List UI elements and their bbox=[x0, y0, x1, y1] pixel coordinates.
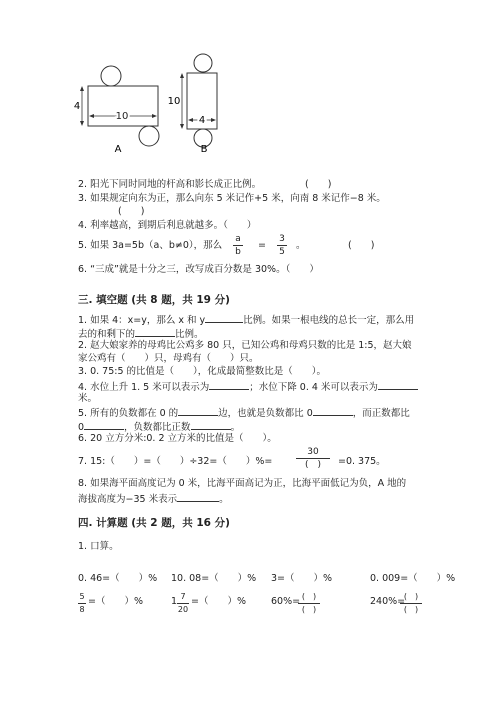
fill-q1-line2: 去的和剩下的 比例。 bbox=[78, 329, 204, 340]
calc-row1-item: 10. 08=（ ）% bbox=[171, 573, 257, 584]
fill-q7-end: =0. 375。 bbox=[338, 456, 386, 467]
fill-q5-line1: 5. 所有的负数都在 0 的 边，也就是负数都比 0 ，而正数都比 bbox=[78, 408, 410, 419]
a-height-label: 4 bbox=[73, 101, 81, 112]
judge-q5-start: 5. 如果 3a=5b（a、b≠0），那么 bbox=[78, 240, 223, 251]
calc-row1-item: 3=（ ）% bbox=[271, 573, 333, 584]
fill-q7-start: 7. 15:（ ）=（ ）÷32=（ ）%= bbox=[78, 456, 273, 467]
frac2-numerator: 3 bbox=[279, 234, 285, 244]
circle-b-top bbox=[194, 54, 212, 72]
fill-q5-line2: 0 ，负数都比正数 。 bbox=[78, 422, 241, 433]
calc-r2-item1: =（ ）% bbox=[88, 596, 143, 607]
frac1-numerator: a bbox=[235, 234, 241, 244]
fill-blank[interactable] bbox=[313, 406, 353, 416]
calc-r2-frac4[interactable]: ( ) ( ) bbox=[400, 592, 422, 615]
fill-blank[interactable] bbox=[135, 327, 175, 337]
judge-q5-frac1 bbox=[233, 234, 243, 257]
calc-r2-frac2: 7 20 bbox=[177, 592, 189, 614]
q7-denominator[interactable]: ( ) bbox=[304, 460, 322, 470]
calc-r2-whole: 1 bbox=[171, 596, 178, 607]
judge-q5-dot: 。 bbox=[296, 240, 306, 251]
figure-a-label: A bbox=[114, 144, 122, 155]
calc-r2-frac1: 5 8 bbox=[79, 592, 85, 614]
judge-q3: 3. 如果规定向东为正，那么向东 5 米记作+5 米，向南 8 米记作−8 米。 bbox=[78, 193, 386, 204]
judge-q3-paren: ( ) bbox=[118, 206, 145, 217]
judge-q2: 2. 阳光下同时同地的杆高和影长成正比例。 bbox=[78, 179, 262, 190]
fill-blank[interactable] bbox=[378, 380, 418, 390]
fill-blank[interactable] bbox=[209, 380, 249, 390]
calc-r2-item4: 240%= bbox=[370, 596, 406, 607]
section3-title: 三. 填空题 (共 8 题，共 19 分) bbox=[78, 294, 230, 306]
fill-q2-line2: 家公鸡有（ ）只，母鸡有（ ）只。 bbox=[78, 353, 259, 364]
fill-q7-frac bbox=[296, 447, 330, 470]
frac2-denominator: 5 bbox=[279, 247, 285, 257]
fill-q1-line1: 1. 如果 4：x=y，那么 x 和 y 比例。如果一根电线的总长一定，那么用 bbox=[78, 315, 415, 326]
section4-title: 四. 计算题 (共 2 题，共 16 分) bbox=[78, 517, 230, 529]
b-height-label: 10 bbox=[167, 96, 181, 107]
frac1-denominator: b bbox=[235, 247, 241, 257]
circle-a-bottom bbox=[139, 126, 159, 146]
fill-q8-line2: 海拔高度为−35 米表示 。 bbox=[78, 494, 229, 505]
fill-q2-line1: 2. 赵大娘家养的母鸡比公鸡多 80 只，已知公鸡和母鸡只数的比是 1:5，赵大娘 bbox=[78, 340, 412, 351]
circle-a-top bbox=[101, 66, 121, 86]
judge-q4: 4. 利率越高，到期后利息就越多。（ ） bbox=[78, 220, 257, 231]
fill-blank[interactable] bbox=[191, 420, 231, 430]
fill-blank[interactable] bbox=[178, 406, 218, 416]
judge-q5-eq: = bbox=[258, 240, 266, 251]
q7-numerator: 30 bbox=[307, 447, 319, 457]
fill-blank[interactable] bbox=[84, 420, 124, 430]
a-width-label: 10 bbox=[115, 111, 129, 122]
calc-q1: 1. 口算。 bbox=[78, 541, 119, 552]
judge-q5-paren: ( ) bbox=[348, 240, 375, 251]
fill-blank[interactable] bbox=[205, 313, 243, 323]
calc-r2-item2: =（ ）% bbox=[191, 596, 246, 607]
fill-q4-line1: 4. 水位上升 1. 5 米可以表示为 ；水位下降 0. 4 米可以表示为 bbox=[78, 380, 418, 394]
calc-r2-item3: 60%= bbox=[271, 596, 301, 607]
fill-q4-line2: 米。 bbox=[78, 393, 98, 404]
fill-q3: 3. 0. 75:5 的比值是（ ），化成最简整数比是（ ）。 bbox=[78, 366, 327, 377]
judge-q2-paren: ( ) bbox=[305, 179, 332, 190]
geometry-figure bbox=[0, 0, 500, 160]
fill-q8-line1: 8. 如果海平面高度记为 0 米，比海平面高记为正，比海平面低记为负，A 地的 bbox=[78, 478, 407, 489]
calc-row1-item: 0. 009=（ ）% bbox=[370, 573, 456, 584]
fill-q6: 6. 20 立方分米:0. 2 立方米的比值是（ ）。 bbox=[78, 433, 277, 444]
judge-q5-frac2 bbox=[277, 234, 287, 257]
b-width-label: 4 bbox=[198, 115, 206, 126]
judge-q6: 6. “三成”就是十分之三，改写成百分数是 30%。（ ） bbox=[78, 264, 319, 275]
calc-r2-frac3[interactable]: ( ) ( ) bbox=[298, 592, 320, 615]
fill-blank[interactable] bbox=[177, 492, 219, 502]
figure-b-label: B bbox=[200, 144, 208, 155]
calc-row1-item: 0. 46=（ ）% bbox=[78, 573, 158, 584]
